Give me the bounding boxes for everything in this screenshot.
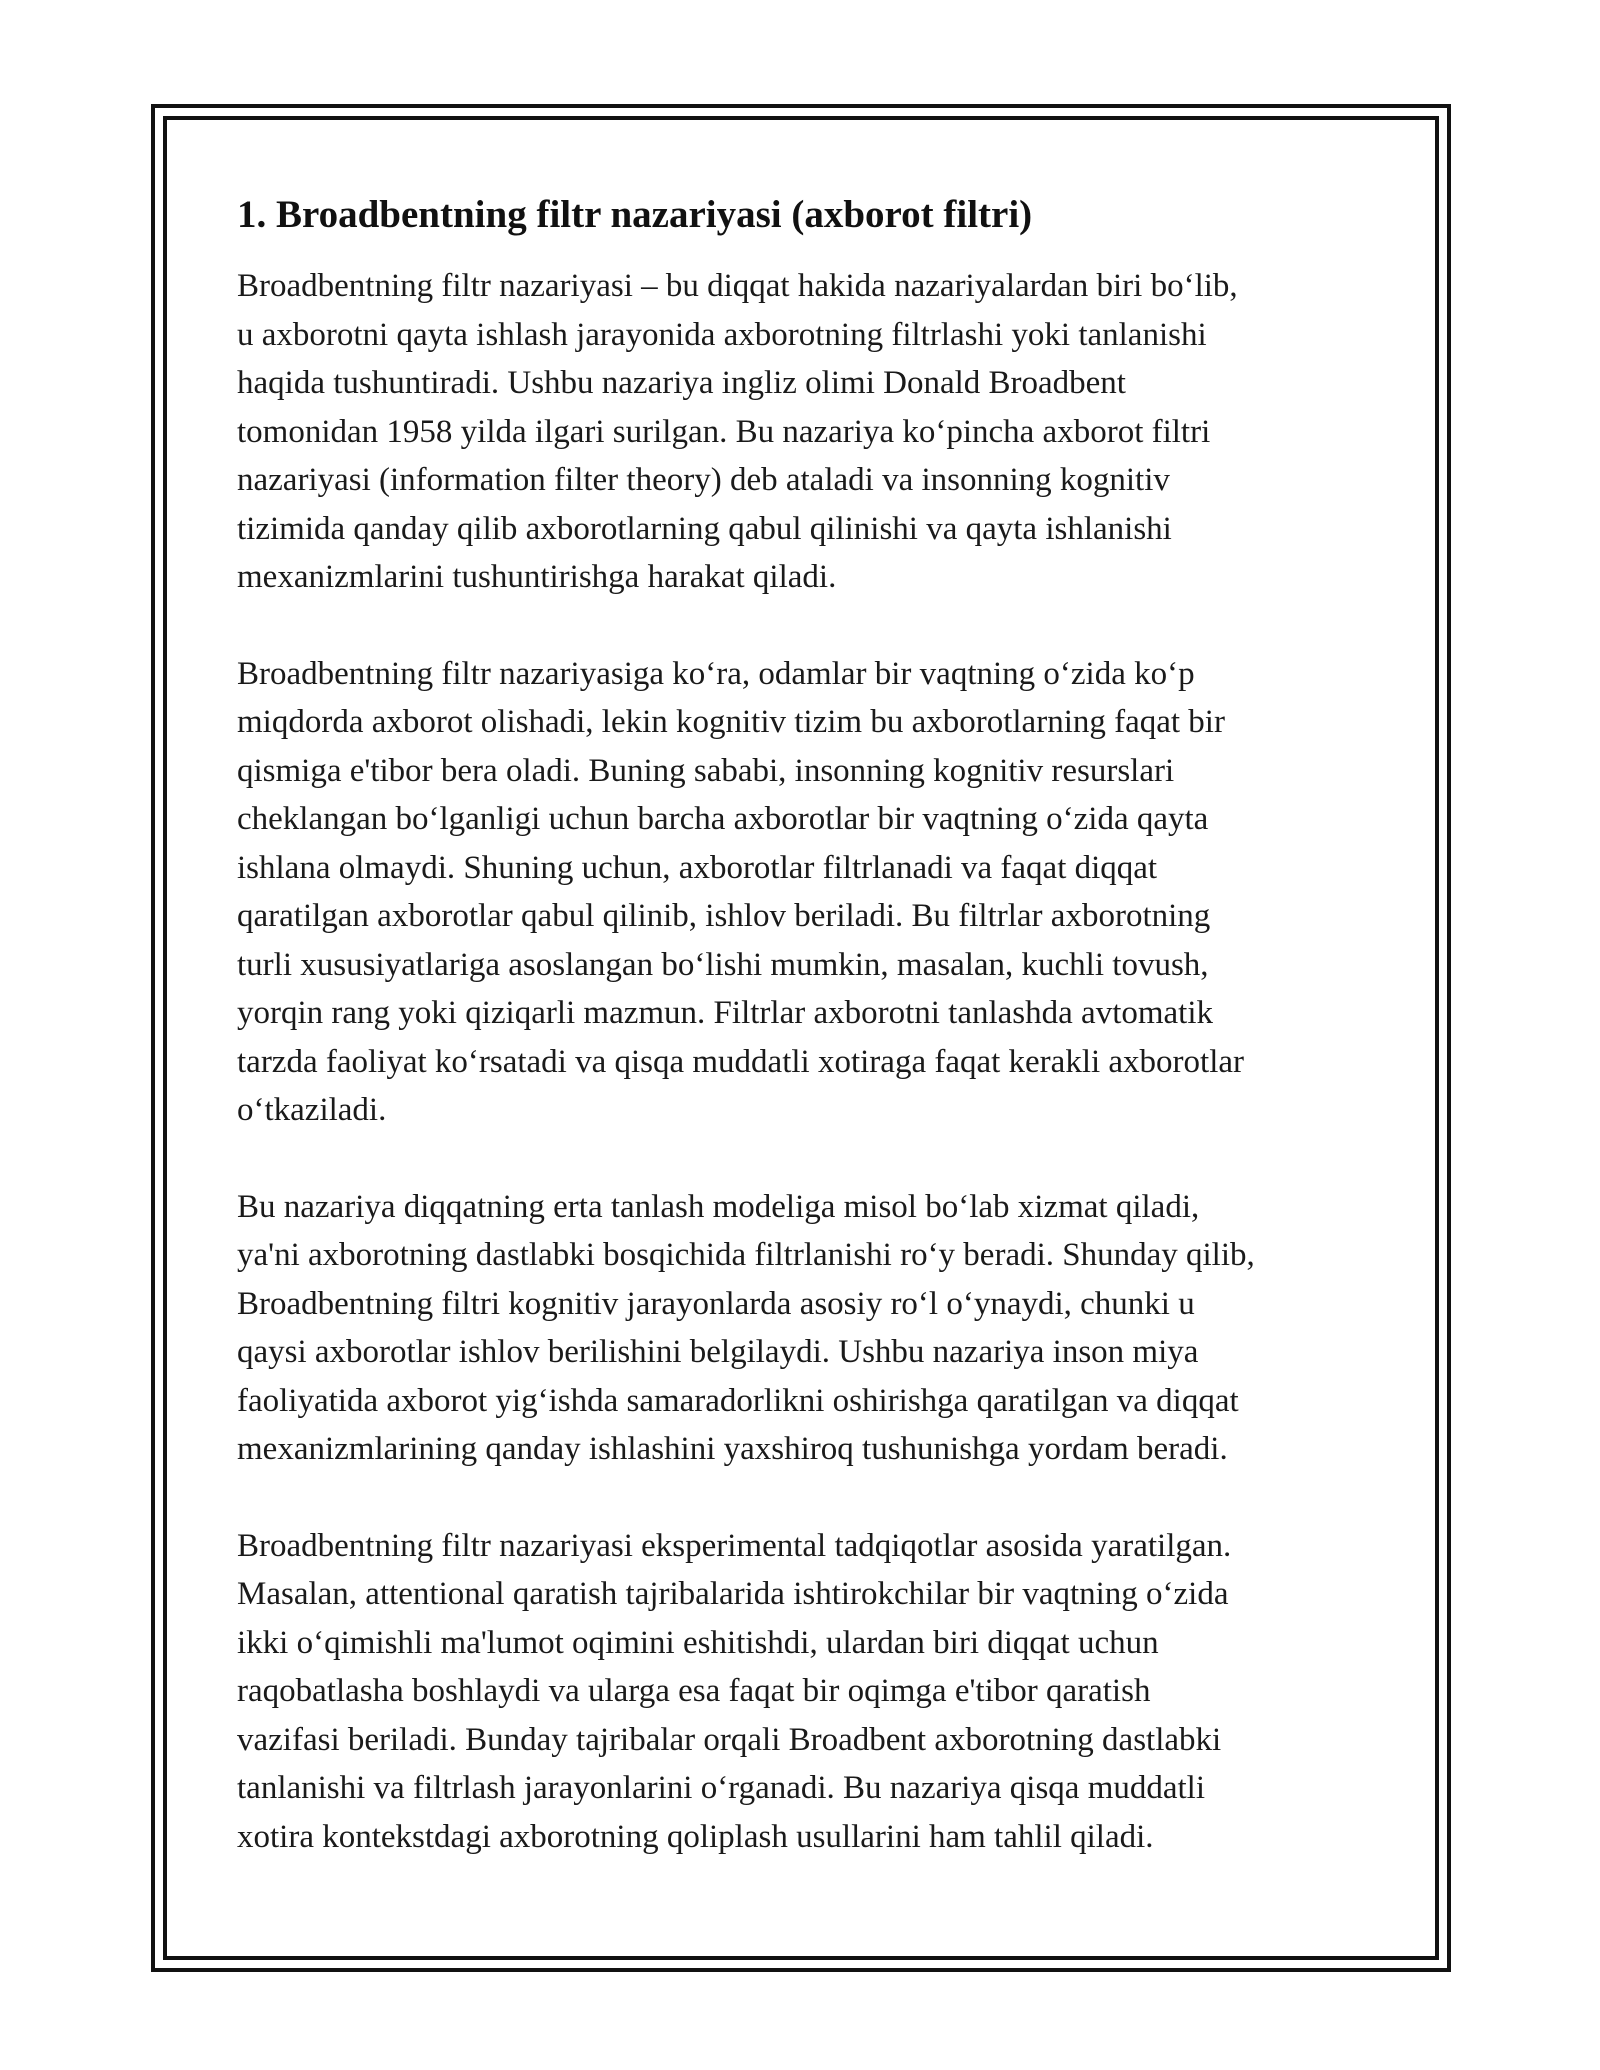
paragraph-4: Broadbentning filtr nazariyasi eksperimental tadqiqotlar asosida yaratilgan. Masalan, attentional qaratish tajribalarida ishtirokchilar bir vaqtning o‘zida ikki o‘qimishli ma'lumot oqimini eshitishdi, ulardan biri diqqat uchun raqobatlasha boshlaydi va ularga esa faqat bir oqimga e'tibor qaratish vazifasi beriladi. Bunday tajribalar orqali Broadbent axborotning dastlabki tanlanishi va filtrlash jarayonlarini o‘rganadi. Bu nazariya qisqa muddatli xotira kontekstdagi axborotning qoliplash usullarini ham tahlil qiladi.: [237, 1527, 1232, 1855]
section-heading: 1. Broadbentning filtr nazariyasi (axborot filtri): [237, 193, 1033, 236]
paragraph-2: Broadbentning filtr nazariyasiga ko‘ra, odamlar bir vaqtning o‘zida ko‘p miqdorda axborot olishadi, lekin kognitiv tizim bu axborotlarning faqat bir qismiga e'tibor bera oladi. Buning sababi, insonning kognitiv resurslari cheklangan bo‘lganligi uchun barcha axborotlar bir vaqtning o‘zida qayta ishlana olmaydi. Shuning uchun, axborotlar filtrlanadi va faqat diqqat qaratilgan axborotlar qabul qilinib, ishlov beriladi. Bu filtrlar axborotning turli xususiyatlariga asoslangan bo‘lishi mumkin, masalan, kuchli tovush, yorqin rang yoki qiziqarli mazmun. Filtrlar axborotni tanlashda avtomatik tarzda faoliyat ko‘rsatadi va qisqa muddatli xotiraga faqat kerakli axborotlar o‘tkaziladi.: [237, 655, 1245, 1128]
document-body: [237, 190, 1387, 1861]
paragraph-3: Bu nazariya diqqatning erta tanlash modeliga misol bo‘lab xizmat qiladi, ya'ni axborotning dastlabki bosqichida filtrlanishi ro‘y beradi. Shunday qilib, Broadbentning filtri kognitiv jarayonlarda asosiy ro‘l o‘ynaydi, chunki u qaysi axborotlar ishlov berilishini belgilaydi. Ushbu nazariya inson miya faoliyatida axborot yig‘ishda samaradorlikni oshirishga qaratilgan va diqqat mexanizmlarining qanday ishlashini yaxshiroq tushunishga yordam beradi.: [237, 1188, 1255, 1467]
paragraph-1: Broadbentning filtr nazariyasi – bu diqqat hakida nazariyalardan biri bo‘lib, u axborotni qayta ishlash jarayonida axborotning filtrlashi yoki tanlanishi haqida tushuntiradi. Ushbu nazariya ingliz olimi Donald Broadbent tomonidan 1958 yilda ilgari surilgan. Bu nazariya ko‘pincha axborot filtri nazariyasi (information filter theory) deb ataladi va insonning kognitiv tizimida qanday qilib axborotlarning qabul qilinishi va qayta ishlanishi mexanizmlarini tushuntirishga harakat qiladi.: [237, 268, 1238, 595]
